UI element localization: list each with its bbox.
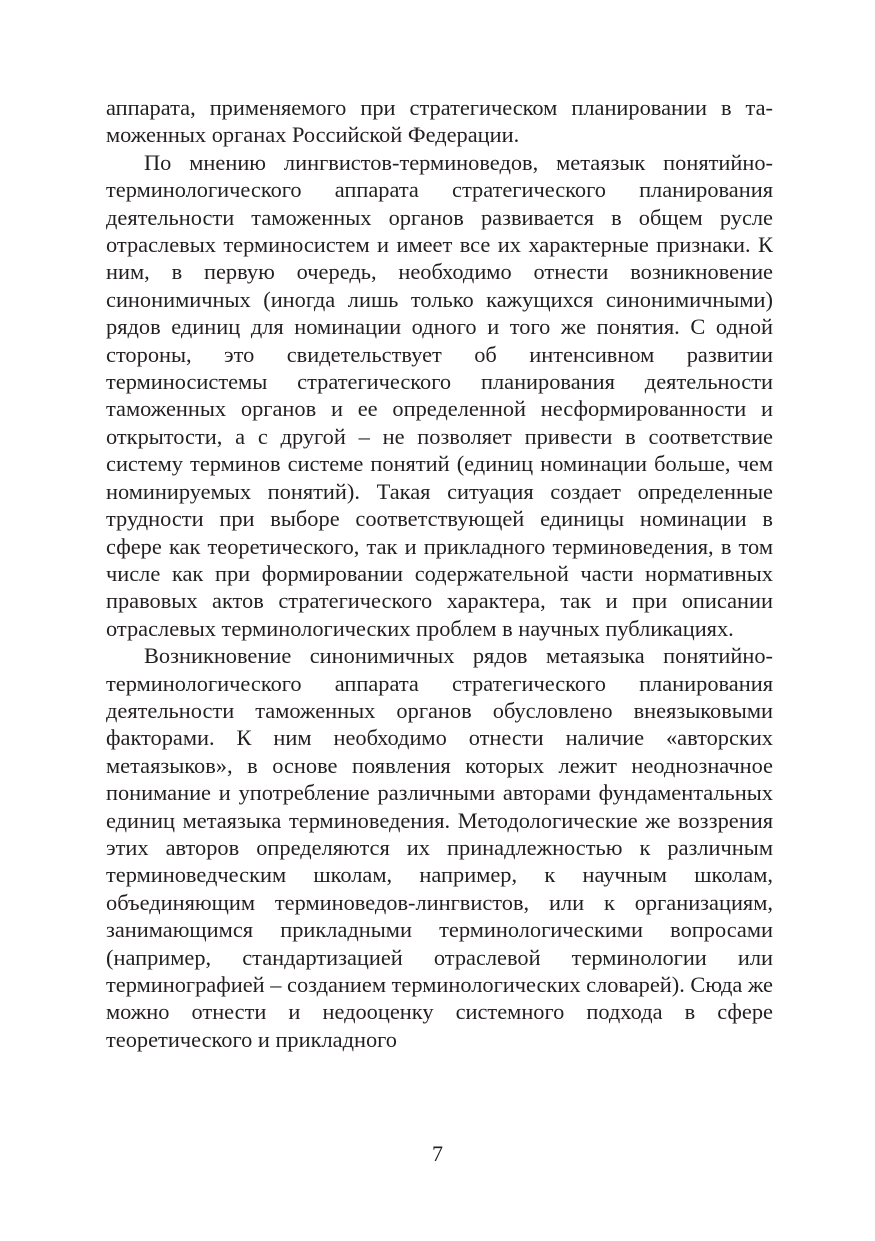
page-body bbox=[106, 94, 773, 1053]
paragraph-synonymy-metalanguage: По мнению лингвистов-терминоведов, метаязык понятийно-терминологического аппарата стратегического планирования деятельности таможенных органов развивается в общем русле отраслевых терминосистем и имеет все их характерные признаки. К ним, в первую очередь, необходимо отнести возникновение синонимичных (иногда лишь только кажущихся синонимичными) рядов единиц для номинации одного и того же понятия. С одной стороны, это свидетельствует об интенсивном развитии терминосистемы стратегического планирования деятельности таможенных органов и ее определенной несформированности и открытости, а с другой – не позволяет привести в соответствие систему терминов системе понятий (единиц номинации больше, чем номинируемых понятий). Такая ситуация создает определенные трудности при выборе соответствующей единицы номинации в сфере как теоретического, так и прикладного терминоведения, в том числе как при формировании содержательной части нормативных правовых актов стратегического характера, так и при описании отраслевых терминологических проблем в научных публикациях. bbox=[106, 149, 773, 641]
paragraph-extralinguistic-factors: Возникновение синонимичных рядов метаязыка понятийно-терминологического аппарата стратегического планирования деятельности таможенных органов обусловлено внеязыковыми факторами. К ним необходимо отнести наличие «авторских метаязыков», в основе появления которых лежит неоднозначное понимание и употребление различными авторами фундаментальных единиц метаязыка терминоведения. Методологические же воззрения этих авторов определяются их принадлежностью к различным терминоведческим школам, например, к научным школам, объединяющим терминоведов-лингвистов, или к организациям, занимающимся прикладными терминологическими вопросами (например, стандартизацией отраслевой терминологии или терминографией – созданием терминологических словарей). Сюда же можно отнести и недооценку системного подхода в сфере теоретического и прикладного bbox=[106, 643, 773, 1052]
paragraph-continuation: аппарата, применяемого при стратегическом планировании в таможенных органах Российской Федерации. bbox=[106, 95, 773, 148]
page-number: 7 bbox=[432, 1141, 443, 1166]
